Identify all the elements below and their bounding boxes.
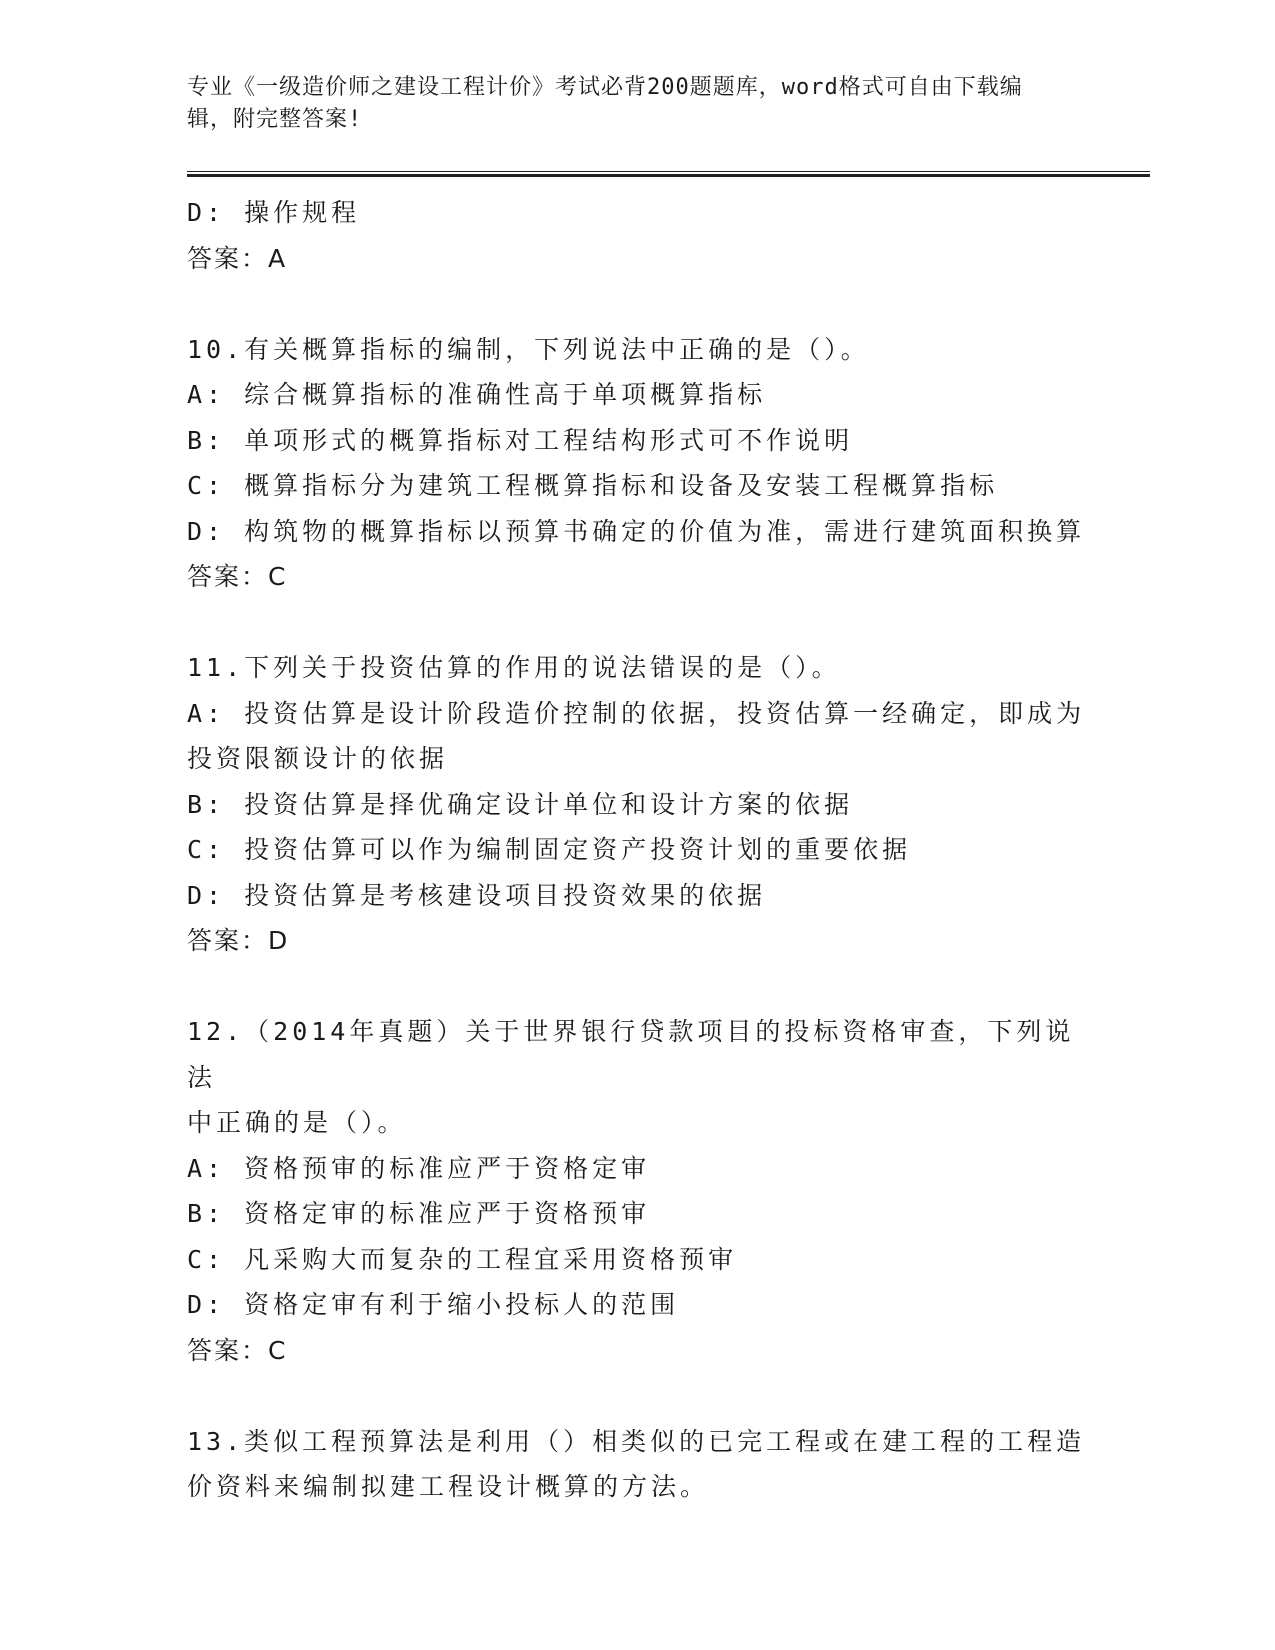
answer-line: 答案：A <box>187 243 288 273</box>
option-a: A: 资格预审的标准应严于资格定审 <box>187 1153 651 1183</box>
option-b: B: 投资估算是择优确定设计单位和设计方案的依据 <box>187 789 854 819</box>
spacer <box>187 281 1087 327</box>
header-divider-thin <box>187 171 1150 172</box>
question-list <box>187 190 1087 1510</box>
option-a: A: 综合概算指标的准确性高于单项概算指标 <box>187 380 767 409</box>
question-stem: 10.有关概算指标的编制，下列说法中正确的是（）。 <box>187 334 870 364</box>
option-d: D: 资格定审有利于缩小投标人的范围 <box>187 1290 680 1319</box>
answer-line: 答案：C <box>187 1335 288 1365</box>
option-a: A: 投资估算是设计阶段造价控制的依据，投资估算一经确定，即成为 <box>187 698 1086 728</box>
spacer <box>187 964 1087 1010</box>
option-a-continued: 投资限额设计的依据 <box>187 744 449 773</box>
answer-line: 答案：D <box>187 926 290 955</box>
spacer <box>187 600 1087 646</box>
document-header: 专业《一级造价师之建设工程计价》考试必背200题题库，word格式可自由下载编辑，附完整答案! <box>187 75 1023 132</box>
option-d: D: 投资估算是考核建设项目投资效果的依据 <box>187 880 767 910</box>
option-c: C: 投资估算可以作为编制固定资产投资计划的重要依据 <box>187 835 912 864</box>
option-d: D: 操作规程 <box>187 198 361 227</box>
option-b: B: 单项形式的概算指标对工程结构形式可不作说明 <box>187 425 854 455</box>
question-stem: 13.类似工程预算法是利用（）相类似的已完工程或在建工程的工程造 <box>187 1426 1086 1456</box>
question-stem: 12.（2014年真题）关于世界银行贷款项目的投标资格审查，下列说法 <box>187 1017 1075 1092</box>
answer-line: 答案：C <box>187 562 288 591</box>
option-d: D: 构筑物的概算指标以预算书确定的价值为准，需进行建筑面积换算 <box>187 516 1086 546</box>
question-12 <box>187 1009 1087 1373</box>
spacer <box>187 1373 1087 1419</box>
option-c: C: 凡采购大而复杂的工程宜采用资格预审 <box>187 1244 738 1274</box>
option-c: C: 概算指标分为建筑工程概算指标和设备及安装工程概算指标 <box>187 471 999 500</box>
header-divider-thick <box>187 174 1150 177</box>
question-stem: 11.下列关于投资估算的作用的说法错误的是（）。 <box>187 653 841 682</box>
question-stem-continued: 中正确的是（）。 <box>187 1108 407 1137</box>
question-13 <box>187 1419 1087 1510</box>
question-stem-continued: 价资料来编制拟建工程设计概算的方法。 <box>187 1472 710 1501</box>
carryover-question <box>187 190 1087 281</box>
question-11 <box>187 645 1087 964</box>
option-b: B: 资格定审的标准应严于资格预审 <box>187 1199 651 1228</box>
question-10 <box>187 327 1087 600</box>
